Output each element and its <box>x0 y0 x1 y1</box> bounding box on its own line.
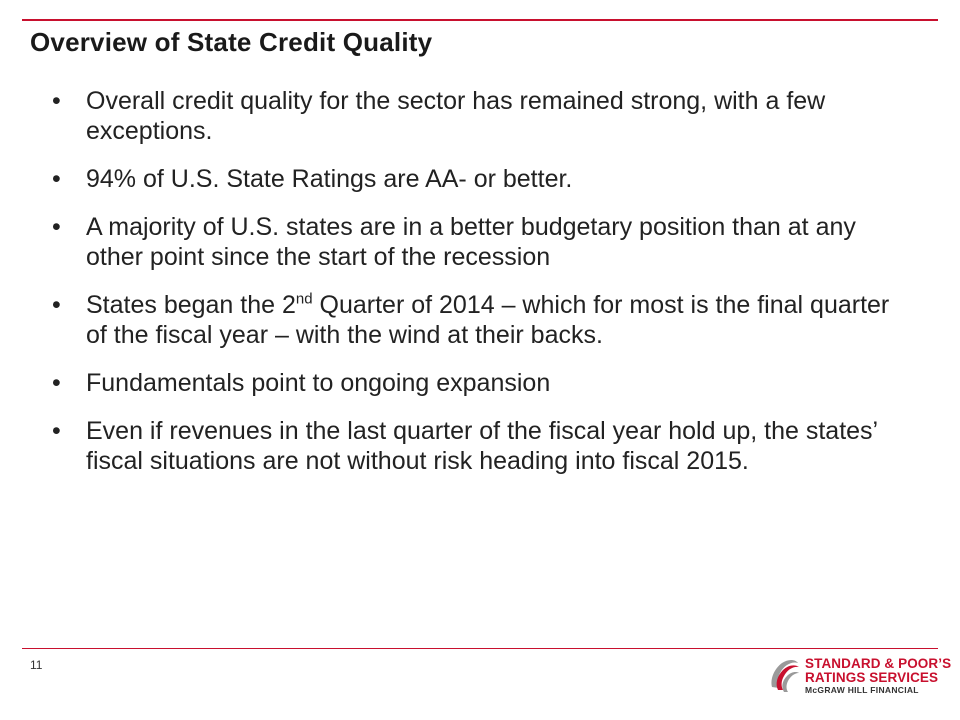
bullet-text: Even if revenues in the last quarter of the fiscal year hold up, the states’ fiscal situations are not without risk heading into fiscal 2015. <box>86 417 878 475</box>
bullet-list <box>48 86 908 494</box>
bullet-item <box>48 416 908 476</box>
bullet-text: A majority of U.S. states are in a better budgetary position than at any other point since the start of the recession <box>86 213 856 271</box>
ordinal-superscript: nd <box>295 290 313 308</box>
company-logo <box>768 655 952 697</box>
bullet-item <box>48 164 908 194</box>
page-number: 11 <box>30 658 43 672</box>
bullet-item <box>48 290 908 350</box>
bullet-text: Fundamentals point to ongoing expansion <box>86 369 551 397</box>
bullet-text: Overall credit quality for the sector has remained strong, with a few exceptions. <box>86 87 826 145</box>
bullet-item <box>48 86 908 146</box>
bullet-text <box>86 291 889 349</box>
logo-mark-icon <box>768 657 800 693</box>
bullet-dot: • <box>52 165 61 193</box>
bullet-text-after: Quarter of 2014 – which for most is the final quarter of the fiscal year – with the wind at their backs. <box>86 291 890 349</box>
bullet-dot: • <box>52 369 61 397</box>
bullet-item <box>48 368 908 398</box>
bullet-dot: • <box>52 213 61 241</box>
bullet-item <box>48 212 908 272</box>
bottom-divider <box>22 648 938 649</box>
logo-text-line2: RATINGS SERVICES <box>805 670 939 685</box>
slide-title: Overview of State Credit Quality <box>30 27 433 57</box>
bullet-text-before: States began the 2 <box>86 291 296 319</box>
logo-text-line3: McGRAW HILL FINANCIAL <box>805 685 919 695</box>
logo-text-line1: STANDARD & POOR’S <box>805 656 952 671</box>
bullet-dot: • <box>52 417 61 445</box>
bullet-dot: • <box>52 291 61 319</box>
top-divider <box>22 19 938 21</box>
bullet-text: 94% of U.S. State Ratings are AA- or better. <box>86 165 573 193</box>
bullet-dot: • <box>52 87 61 115</box>
